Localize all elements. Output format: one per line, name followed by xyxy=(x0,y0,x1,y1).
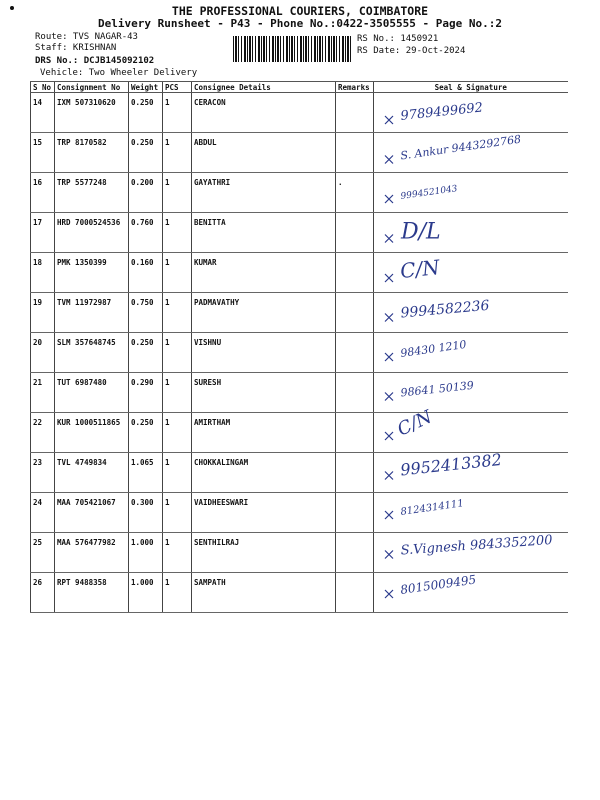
signature-cross-mark xyxy=(385,314,393,322)
cell-consignee: SENTHILRAJ xyxy=(192,533,336,573)
cell-consignee: SAMPATH xyxy=(192,573,336,613)
cell-consignment: RPT 9488358 xyxy=(55,573,129,613)
col-sno: S No xyxy=(31,82,55,93)
handwritten-signature: 9789499692 xyxy=(399,100,484,124)
cell-consignment: SLM 357648745 xyxy=(55,333,129,373)
col-signature: Seal & Signature xyxy=(374,82,568,93)
cell-consignee: AMIRTHAM xyxy=(192,413,336,453)
cell-sno: 25 xyxy=(31,533,55,573)
handwritten-signature: 8124314111 xyxy=(399,498,465,518)
signature-cross-mark xyxy=(385,156,393,164)
signature-cross-mark xyxy=(385,393,393,401)
signature-cross-mark xyxy=(385,274,393,282)
signature-cross-mark xyxy=(385,590,393,598)
cell-consignee: GAYATHRI xyxy=(192,173,336,213)
col-consignee: Consignee Details xyxy=(192,82,336,93)
signature-cross-mark xyxy=(385,511,393,519)
cell-consignment: IXM 507310620 xyxy=(55,93,129,133)
cell-consignee: KUMAR xyxy=(192,253,336,293)
route-label: Route: TVS NAGAR-43 xyxy=(35,32,138,42)
cell-pcs: 1 xyxy=(163,413,192,453)
cell-weight: 0.250 xyxy=(129,93,163,133)
cell-consignment: TVM 11972987 xyxy=(55,293,129,333)
cell-remarks: . xyxy=(336,173,374,213)
cell-pcs: 1 xyxy=(163,493,192,533)
cell-consignment: MAA 705421067 xyxy=(55,493,129,533)
cell-sno: 26 xyxy=(31,573,55,613)
cell-sno: 17 xyxy=(31,213,55,253)
handwritten-signature: 98430 1210 xyxy=(399,337,468,360)
cell-sno: 20 xyxy=(31,333,55,373)
signature-cross-mark xyxy=(385,116,393,124)
cell-weight: 0.300 xyxy=(129,493,163,533)
cell-consignment: TUT 6987480 xyxy=(55,373,129,413)
cell-pcs: 1 xyxy=(163,253,192,293)
cell-weight: 1.065 xyxy=(129,453,163,493)
cell-consignment: TRP 8170582 xyxy=(55,133,129,173)
rs-number: RS No.: 1450921 xyxy=(357,34,439,44)
cell-weight: 0.200 xyxy=(129,173,163,213)
cell-consignment: KUR 1000511865 xyxy=(55,413,129,453)
vehicle-label: Vehicle: Two Wheeler Delivery xyxy=(40,68,198,78)
cell-weight: 0.250 xyxy=(129,413,163,453)
col-weight: Weight xyxy=(129,82,163,93)
cell-weight: 0.290 xyxy=(129,373,163,413)
handwritten-signature: 9952413382 xyxy=(399,449,503,480)
handwritten-signature: 8015009495 xyxy=(399,572,478,597)
cell-consignment: MAA 576477982 xyxy=(55,533,129,573)
cell-consignment: HRD 7000524536 xyxy=(55,213,129,253)
cell-sno: 16 xyxy=(31,173,55,213)
cell-pcs: 1 xyxy=(163,453,192,493)
col-pcs: PCS xyxy=(163,82,192,93)
cell-weight: 1.000 xyxy=(129,573,163,613)
cell-consignee: SURESH xyxy=(192,373,336,413)
cell-pcs: 1 xyxy=(163,213,192,253)
cell-consignee: BENITTA xyxy=(192,213,336,253)
cell-sno: 18 xyxy=(31,253,55,293)
cell-consignment: PMK 1350399 xyxy=(55,253,129,293)
cell-pcs: 1 xyxy=(163,333,192,373)
cell-weight: 0.250 xyxy=(129,333,163,373)
signature-cross-mark xyxy=(385,472,393,480)
handwritten-signature: S. Ankur 9443292768 xyxy=(399,132,522,163)
cell-sno: 15 xyxy=(31,133,55,173)
handwritten-signature: C/N xyxy=(394,406,436,441)
handwritten-signature: 98641 50139 xyxy=(399,378,475,400)
cell-weight: 0.160 xyxy=(129,253,163,293)
rs-date: RS Date: 29-Oct-2024 xyxy=(357,46,466,56)
cell-sno: 23 xyxy=(31,453,55,493)
cell-pcs: 1 xyxy=(163,573,192,613)
cell-consignee: VISHNU xyxy=(192,333,336,373)
col-consignment: Consignment No xyxy=(55,82,129,93)
staff-label: Staff: KRISHNAN xyxy=(35,43,117,53)
handwritten-signature: 9994582236 xyxy=(399,297,491,322)
cell-weight: 0.250 xyxy=(129,133,163,173)
cell-pcs: 1 xyxy=(163,533,192,573)
cell-pcs: 1 xyxy=(163,133,192,173)
cell-weight: 0.760 xyxy=(129,213,163,253)
handwritten-signature: C/N xyxy=(399,254,441,283)
cell-sno: 14 xyxy=(31,93,55,133)
signature-cross-mark xyxy=(385,551,393,559)
cell-pcs: 1 xyxy=(163,93,192,133)
cell-sno: 21 xyxy=(31,373,55,413)
cell-sno: 24 xyxy=(31,493,55,533)
cell-consignment: TRP 5577248 xyxy=(55,173,129,213)
cell-pcs: 1 xyxy=(163,373,192,413)
handwritten-signature: D/L xyxy=(401,219,441,245)
signature-cross-mark xyxy=(385,195,393,203)
cell-consignee: CERACON xyxy=(192,93,336,133)
drs-label: DRS No.: DCJB145092102 xyxy=(35,56,155,66)
cell-pcs: 1 xyxy=(163,293,192,333)
cell-consignee: ABDUL xyxy=(192,133,336,173)
runsheet-subtitle: Delivery Runsheet - P43 - Phone No.:0422-3505555 - Page No.:2 xyxy=(98,17,502,30)
cell-weight: 0.750 xyxy=(129,293,163,333)
cell-sno: 22 xyxy=(31,413,55,453)
cell-consignment: TVL 4749834 xyxy=(55,453,129,493)
cell-consignee: CHOKKALINGAM xyxy=(192,453,336,493)
col-remarks: Remarks xyxy=(336,82,374,93)
cell-consignee: VAIDHEESWARI xyxy=(192,493,336,533)
signature-cross-mark xyxy=(385,432,393,440)
cell-weight: 1.000 xyxy=(129,533,163,573)
cell-consignee: PADMAVATHY xyxy=(192,293,336,333)
cell-pcs: 1 xyxy=(163,173,192,213)
handwritten-signature: S.Vignesh 9843352200 xyxy=(400,532,554,559)
signature-cross-mark xyxy=(385,235,393,243)
signature-cross-mark xyxy=(385,353,393,361)
company-title: THE PROFESSIONAL COURIERS, COIMBATORE xyxy=(171,4,429,18)
handwritten-signature: 9994521043 xyxy=(400,184,459,202)
cell-sno: 19 xyxy=(31,293,55,333)
